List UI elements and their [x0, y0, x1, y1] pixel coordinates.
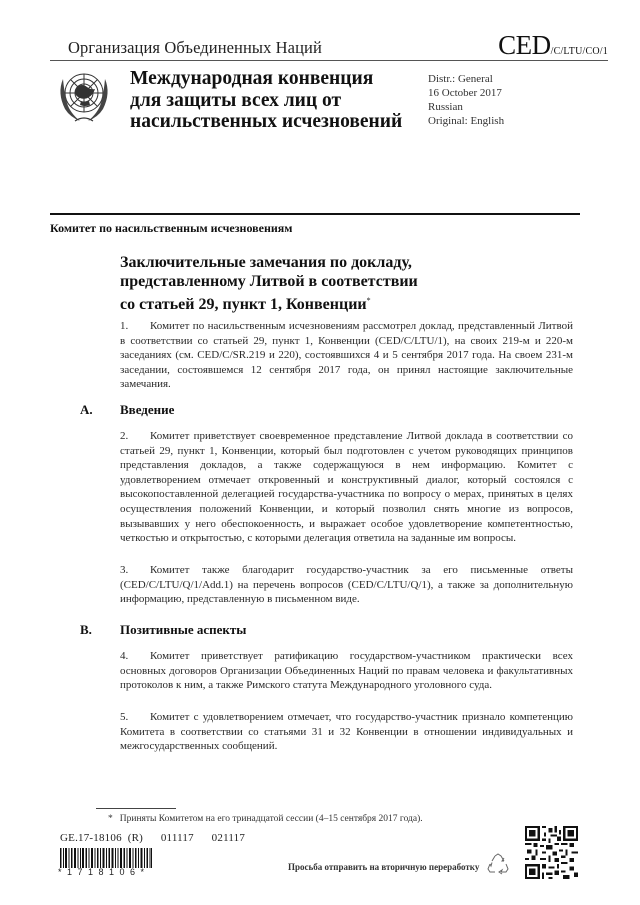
recycle-icon — [487, 852, 509, 878]
footnote-text: Приняты Комитетом на его тринадцатой сессии (4–15 сентября 2017 года). — [119, 814, 423, 824]
footnote-marker: * — [366, 296, 371, 305]
document-symbol — [498, 30, 608, 61]
convention-title-line: для защиты всех лиц от — [130, 89, 342, 111]
section-heading-b — [80, 622, 246, 638]
document-title-line: Заключительные замечания по докладу, — [120, 254, 412, 271]
paragraph-text: Комитет приветствует своевременное представление Литвой доклада в соответствии со статьей 29, пункт 1, Конвенции, который был подготовлен с учетом руководящих принципов представления докладов, а также содержащуюся в нем информацию. Комитет с удовлетворением отмечает откровенный и конструктивный диалог, который состоялся с высокопоставленной делегацией государства-участника по вопросу о мерах, принятых в целях осуществления положений Конвенции, и который позволил снять многие из вопросов, вызывавших у него обеспокоенность, и выражает особое удовлетворение компетентностью, четкостью и открытостью, с которыми делегация ответила на заданные им вопросы. — [120, 430, 573, 545]
distribution-info — [428, 72, 504, 128]
document-title-line: представленному Литвой в соответствии — [120, 273, 418, 290]
section-rule — [50, 213, 580, 215]
paragraph-4 — [120, 649, 573, 693]
symbol-main: CED — [498, 30, 551, 60]
paragraph-text: Комитет по насильственным исчезновениям рассмотрел доклад, представленный Литвой в соответствии со статьей 29, пункт 1, Конвенции (CED/C/LTU/1), на своих 219-м и 220-м заседаниях (см. CED/C/SR.219 и 220), состоявшихся 4 и 5 сентября 2017 года. На своем 231-м заседании, состоявшемся 12 сентября 2017 года, он принял настоящие заключительные замечания. — [120, 320, 573, 391]
un-emblem-icon — [53, 65, 115, 127]
paragraph-1 — [120, 319, 573, 392]
section-title: Введение — [120, 402, 175, 417]
section-title: Позитивные аспекты — [120, 622, 247, 637]
paragraph-number: 2. — [120, 430, 129, 442]
committee-name: Комитет по насильственным исчезновениям — [50, 221, 293, 235]
footnote-marker: * — [108, 814, 113, 824]
section-letter: A. — [80, 402, 93, 417]
document-title-line: со статьей 29, пункт 1, Конвенции* — [120, 296, 371, 313]
convention-title-line: насильственных исчезновений — [130, 111, 403, 132]
paragraph-text: Комитет приветствует ратификацию государством-участником практически всех основных договоров Организации Объединенных Наций по правам человека и факультативных протоколов к ним, а также Римского статута Международного уголовного суда. — [120, 650, 573, 692]
recycle-notice: Просьба отправить на вторичную переработку — [288, 862, 480, 872]
paragraph-number: 4. — [120, 650, 129, 662]
paragraph-3 — [120, 563, 573, 607]
document-language: Russian — [428, 101, 463, 113]
original-language: Original: English — [428, 115, 505, 127]
footnote-rule — [96, 808, 176, 809]
header-rule — [50, 60, 608, 61]
paragraph-text: Комитет с удовлетворением отмечает, что государство-участник признало компетенцию Комитета в соответствии со статьями 31 и 32 Конвенции в отношении индивидуальных и межгосударственных сообщений. — [120, 711, 573, 753]
distribution-type: Distr.: General — [428, 73, 493, 85]
document-date: 16 October 2017 — [428, 87, 502, 99]
paragraph-number: 5. — [120, 711, 129, 723]
symbol-suffix: /C/LTU/CO/1 — [550, 46, 608, 57]
section-letter: B. — [80, 622, 92, 637]
paragraph-2 — [120, 429, 573, 546]
barcode-icon — [60, 848, 152, 868]
convention-title-line: Международная конвенция — [130, 68, 374, 89]
paragraph-5 — [120, 710, 573, 754]
paragraph-text: Комитет также благодарит государство-участник за его письменные ответы (CED/C/LTU/Q/1/Add.1) на перечень вопросов (CED/C/LTU/Q/1), а также за дополнительную информацию, представленную в письменном виде. — [120, 564, 573, 606]
footnote — [108, 814, 423, 824]
paragraph-number: 1. — [120, 320, 129, 332]
organization-name: Организация Объединенных Наций — [68, 38, 322, 57]
qr-code-icon — [525, 826, 578, 879]
section-heading-a — [80, 402, 174, 418]
barcode-number: *1718106* — [58, 867, 150, 877]
paragraph-number: 3. — [120, 564, 129, 576]
job-number: GE.17-18106 (R) 011117 021117 — [60, 832, 246, 844]
document-title — [120, 253, 418, 314]
convention-title — [130, 68, 402, 133]
